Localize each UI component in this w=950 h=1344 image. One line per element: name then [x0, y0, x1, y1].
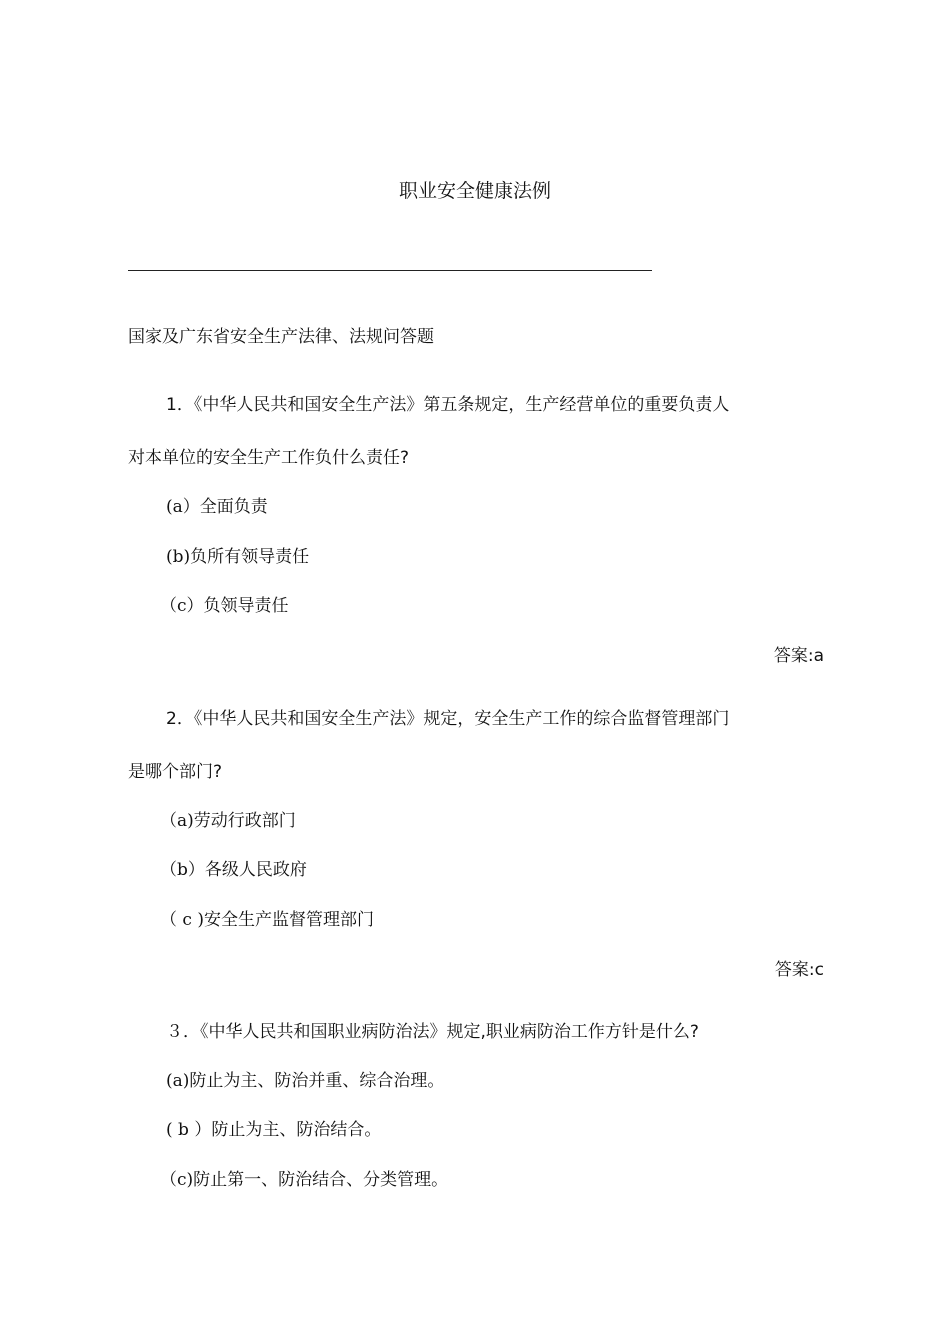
question-2-option-c: （ c )安全生产监督管理部门 — [160, 910, 374, 930]
question-3-option-a: (a)防止为主、防治并重、综合治理。 — [166, 1071, 445, 1091]
question-3-option-c: （c)防止第一、防治结合、分类管理。 — [160, 1170, 449, 1190]
question-1-line-1: 1．《中华人民共和国安全生产法》第五条规定，生产经营单位的重要负责人 — [166, 395, 730, 415]
question-1-line-2: 对本单位的安全生产工作负什么责任? — [128, 448, 410, 468]
question-1-answer: 答案:a — [773, 646, 824, 666]
question-3-option-b: ( b ）防止为主、防治结合。 — [166, 1120, 382, 1140]
question-2-line-2: 是哪个部门? — [128, 762, 223, 782]
question-3-line-1: ３．《中华人民共和国职业病防治法》规定,职业病防治工作方针是什么? — [166, 1022, 699, 1042]
document-title: 职业安全健康法例 — [398, 180, 551, 202]
question-2-option-b: （b）各级人民政府 — [160, 860, 307, 880]
question-1-option-b: (b)负所有领导责任 — [166, 547, 310, 567]
horizontal-rule — [128, 270, 652, 271]
question-2-option-a: （a)劳动行政部门 — [160, 811, 296, 831]
question-2-line-1: 2．《中华人民共和国安全生产法》规定，安全生产工作的综合监督管理部门 — [166, 709, 730, 729]
question-1-option-a: (a）全面负责 — [166, 497, 268, 517]
question-2-answer: 答案:c — [774, 960, 824, 980]
section-heading: 国家及广东省安全生产法律、法规问答题 — [128, 327, 434, 347]
question-1-option-c: （c）负领导责任 — [160, 596, 289, 616]
